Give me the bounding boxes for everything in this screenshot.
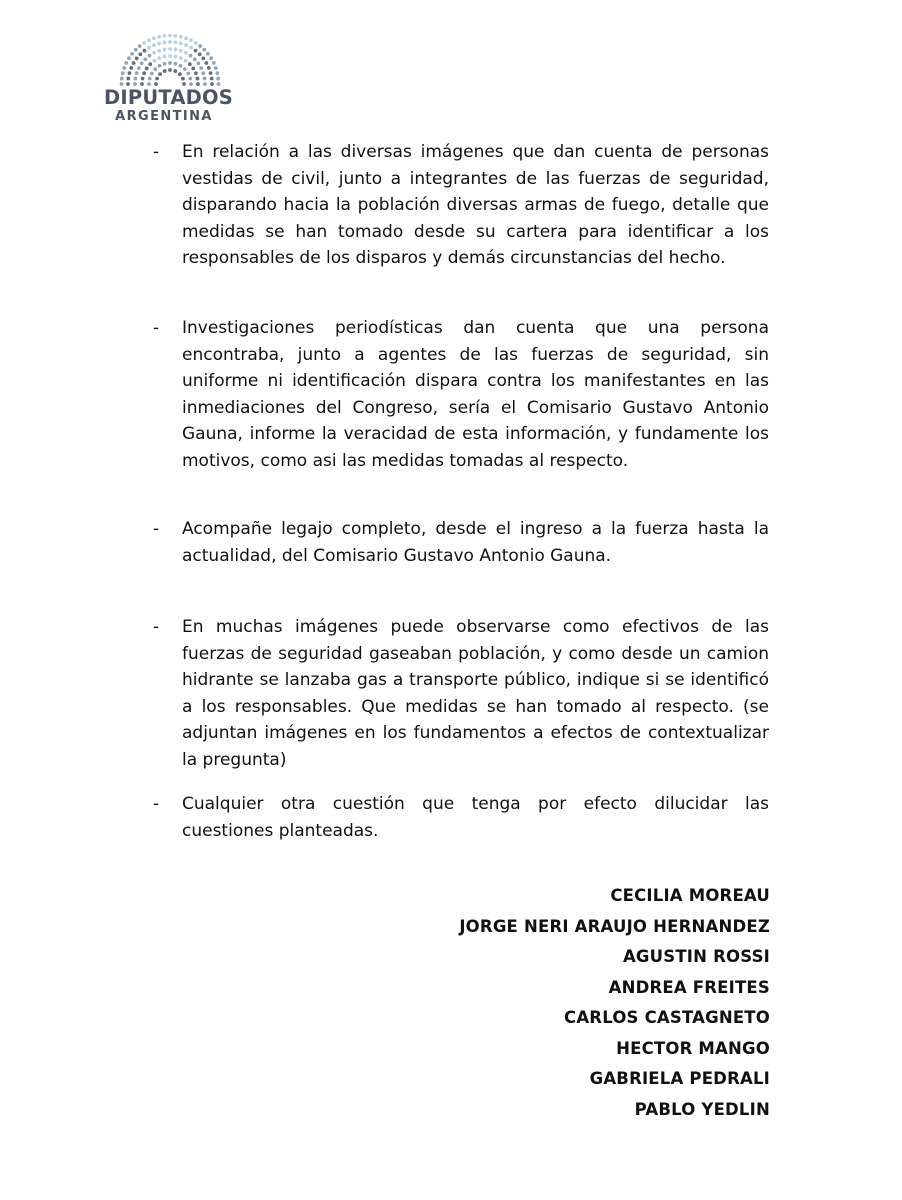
seat-dot: [193, 57, 197, 61]
seat-dot: [216, 77, 220, 81]
seat-dot: [150, 72, 154, 76]
signatories-block: [459, 881, 770, 1125]
seat-dot: [152, 36, 156, 40]
seat-dot: [145, 67, 149, 71]
list-item-text: En relación a las diversas imágenes que dan cuenta de personas vestidas de civil, junto a integrantes de las fuerzas de seguridad, disparando hacia la población diversas armas de fuego, detalle que medidas se han tomado desde su cartera para identificar a los responsables de los disparos y demás circunstancias del hecho.: [182, 142, 769, 268]
seat-dot: [128, 71, 132, 75]
seat-dot: [141, 77, 145, 81]
seat-dot: [194, 71, 198, 75]
seat-dot: [142, 41, 146, 45]
seat-dot: [163, 34, 167, 38]
seat-dot: [153, 59, 157, 63]
seat-dot: [196, 62, 200, 66]
list-marker: -: [153, 794, 160, 814]
signatory-name: ANDREA FREITES: [608, 977, 770, 997]
seat-dot: [207, 66, 211, 70]
seat-dot: [214, 66, 218, 70]
list-item-text: Investigaciones periodísticas dan cuenta que una persona encontraba, junto a agentes de las fuerzas de seguridad, sin uniforme ni identificación dispara contra los manifestantes en las inmediaciones del Congreso, sería el Comisario Gustavo Antonio Gauna, informe la veracidad de esta información, y fundamente los motivos, como asi las medidas tomadas al respecto.: [182, 318, 769, 471]
seat-dot: [135, 57, 139, 61]
seat-dot: [179, 49, 183, 53]
seat-dot: [179, 64, 183, 68]
seat-dot: [122, 66, 126, 70]
seat-dot: [157, 42, 161, 46]
seat-dot: [140, 62, 144, 66]
seat-dot: [173, 69, 177, 73]
list-item-text: Cualquier otra cuestión que tenga por efecto dilucidar las cuestiones planteadas.: [182, 794, 769, 841]
seat-dot: [178, 72, 182, 76]
seat-dot: [189, 46, 193, 50]
seat-dot: [147, 38, 151, 42]
list-marker: -: [153, 617, 160, 637]
seat-dot: [204, 61, 208, 65]
seat-dot: [186, 72, 190, 76]
signatory-name: AGUSTIN ROSSI: [622, 947, 770, 966]
seat-dot: [189, 38, 193, 42]
seat-dot: [138, 44, 142, 48]
seat-dot: [157, 56, 161, 60]
seat-dot: [209, 71, 213, 75]
list-item: [153, 516, 769, 569]
seat-dot: [158, 64, 162, 68]
seat-dot: [168, 47, 172, 51]
seat-dot: [184, 51, 188, 55]
seat-dot: [198, 52, 202, 56]
seat-dot: [189, 54, 193, 58]
seat-dot: [163, 55, 167, 59]
seat-dot: [153, 67, 157, 71]
logo-name: DIPUTADOS: [104, 86, 234, 109]
seat-dot: [198, 44, 202, 48]
seat-dot: [212, 61, 216, 65]
hemicycle-logo-icon: [118, 34, 222, 86]
seat-dot: [196, 77, 200, 81]
seat-dot: [143, 49, 147, 53]
seat-dot: [194, 41, 198, 45]
seat-dot: [157, 49, 161, 53]
seat-dot: [163, 69, 167, 73]
seat-dot: [203, 77, 207, 81]
seat-dot: [201, 71, 205, 75]
seat-dot: [183, 67, 187, 71]
seat-dot: [158, 72, 162, 76]
list-item-text: En muchas imágenes puede observarse como efectivos de las fuerzas de seguridad gaseaban población, y como desde un camion hidrante se lanzaba gas a transporte público, indique si se identificó a los responsables. Que medidas se han tomado al respecto. (se adjuntan imágenes en los fundamentos a efectos de contextualizar la pregunta): [182, 617, 769, 770]
seat-dot: [147, 46, 151, 50]
seat-dot: [148, 62, 152, 66]
seat-dot: [168, 61, 172, 65]
seat-dot: [120, 77, 124, 81]
seat-dot: [181, 77, 185, 81]
list-item: [153, 315, 769, 474]
seat-dot: [168, 54, 172, 58]
list-marker: -: [153, 519, 160, 539]
seat-dot: [174, 62, 178, 66]
seat-dot: [209, 56, 213, 60]
list-item: [153, 614, 769, 773]
seat-dot: [138, 52, 142, 56]
seat-dot: [174, 34, 178, 38]
list-marker: -: [153, 142, 160, 162]
seat-dot: [126, 77, 130, 81]
seat-dot: [157, 35, 161, 39]
seat-dot: [174, 48, 178, 52]
seat-dot: [199, 66, 203, 70]
signatory-name: CARLOS CASTAGNETO: [564, 1008, 770, 1027]
list-item: [153, 791, 769, 844]
seat-dot: [127, 56, 131, 60]
seat-dot: [148, 77, 152, 81]
seat-dot: [142, 71, 146, 75]
seat-dot: [188, 62, 192, 66]
seat-dot: [137, 66, 141, 70]
diputados-logo: [104, 34, 244, 129]
seat-dot: [184, 43, 188, 47]
seat-dot: [134, 77, 138, 81]
seat-dot: [163, 48, 167, 52]
seat-dot: [155, 77, 159, 81]
seat-dot: [121, 71, 125, 75]
list-marker: -: [153, 318, 160, 338]
list-item: [153, 139, 769, 272]
seat-dot: [174, 55, 178, 59]
seat-dot: [202, 48, 206, 52]
signatory-name: GABRIELA PEDRALI: [589, 1069, 770, 1088]
signatory-name: CECILIA MOREAU: [610, 886, 770, 905]
seat-dot: [148, 54, 152, 58]
seat-dot: [179, 42, 183, 46]
seat-dot: [132, 61, 136, 65]
seat-dot: [174, 40, 178, 44]
seat-dot: [184, 59, 188, 63]
seat-dot: [168, 68, 172, 72]
list-item-text: Acompañe legajo completo, desde el ingreso a la fuerza hasta la actualidad, del Comisario Gustavo Antonio Gauna.: [182, 519, 769, 566]
seat-dot: [179, 56, 183, 60]
seat-dot: [163, 40, 167, 44]
signatory-name: JORGE NERI ARAUJO HERNANDEZ: [459, 916, 770, 936]
seat-dot: [152, 51, 156, 55]
seat-dot: [143, 57, 147, 61]
seat-dot: [134, 48, 138, 52]
seat-dot: [130, 52, 134, 56]
signatory-name: PABLO YEDLIN: [634, 1099, 770, 1119]
seat-dot: [135, 71, 139, 75]
seat-dot: [184, 36, 188, 40]
logo-subtitle: ARGENTINA: [115, 109, 213, 124]
seat-dot: [201, 57, 205, 61]
seat-dot: [194, 49, 198, 53]
seat-dot: [206, 52, 210, 56]
seat-dot: [179, 35, 183, 39]
seat-dot: [168, 34, 172, 37]
signatory-name: HECTOR MANGO: [616, 1038, 770, 1058]
seat-dot: [168, 40, 172, 44]
seat-dot: [210, 77, 214, 81]
seat-dot: [129, 66, 133, 70]
seat-dot: [152, 43, 156, 47]
seat-dot: [124, 61, 128, 65]
seat-dot: [188, 77, 192, 81]
seat-dot: [191, 67, 195, 71]
seat-dot: [215, 71, 219, 75]
seat-dot: [163, 62, 167, 66]
